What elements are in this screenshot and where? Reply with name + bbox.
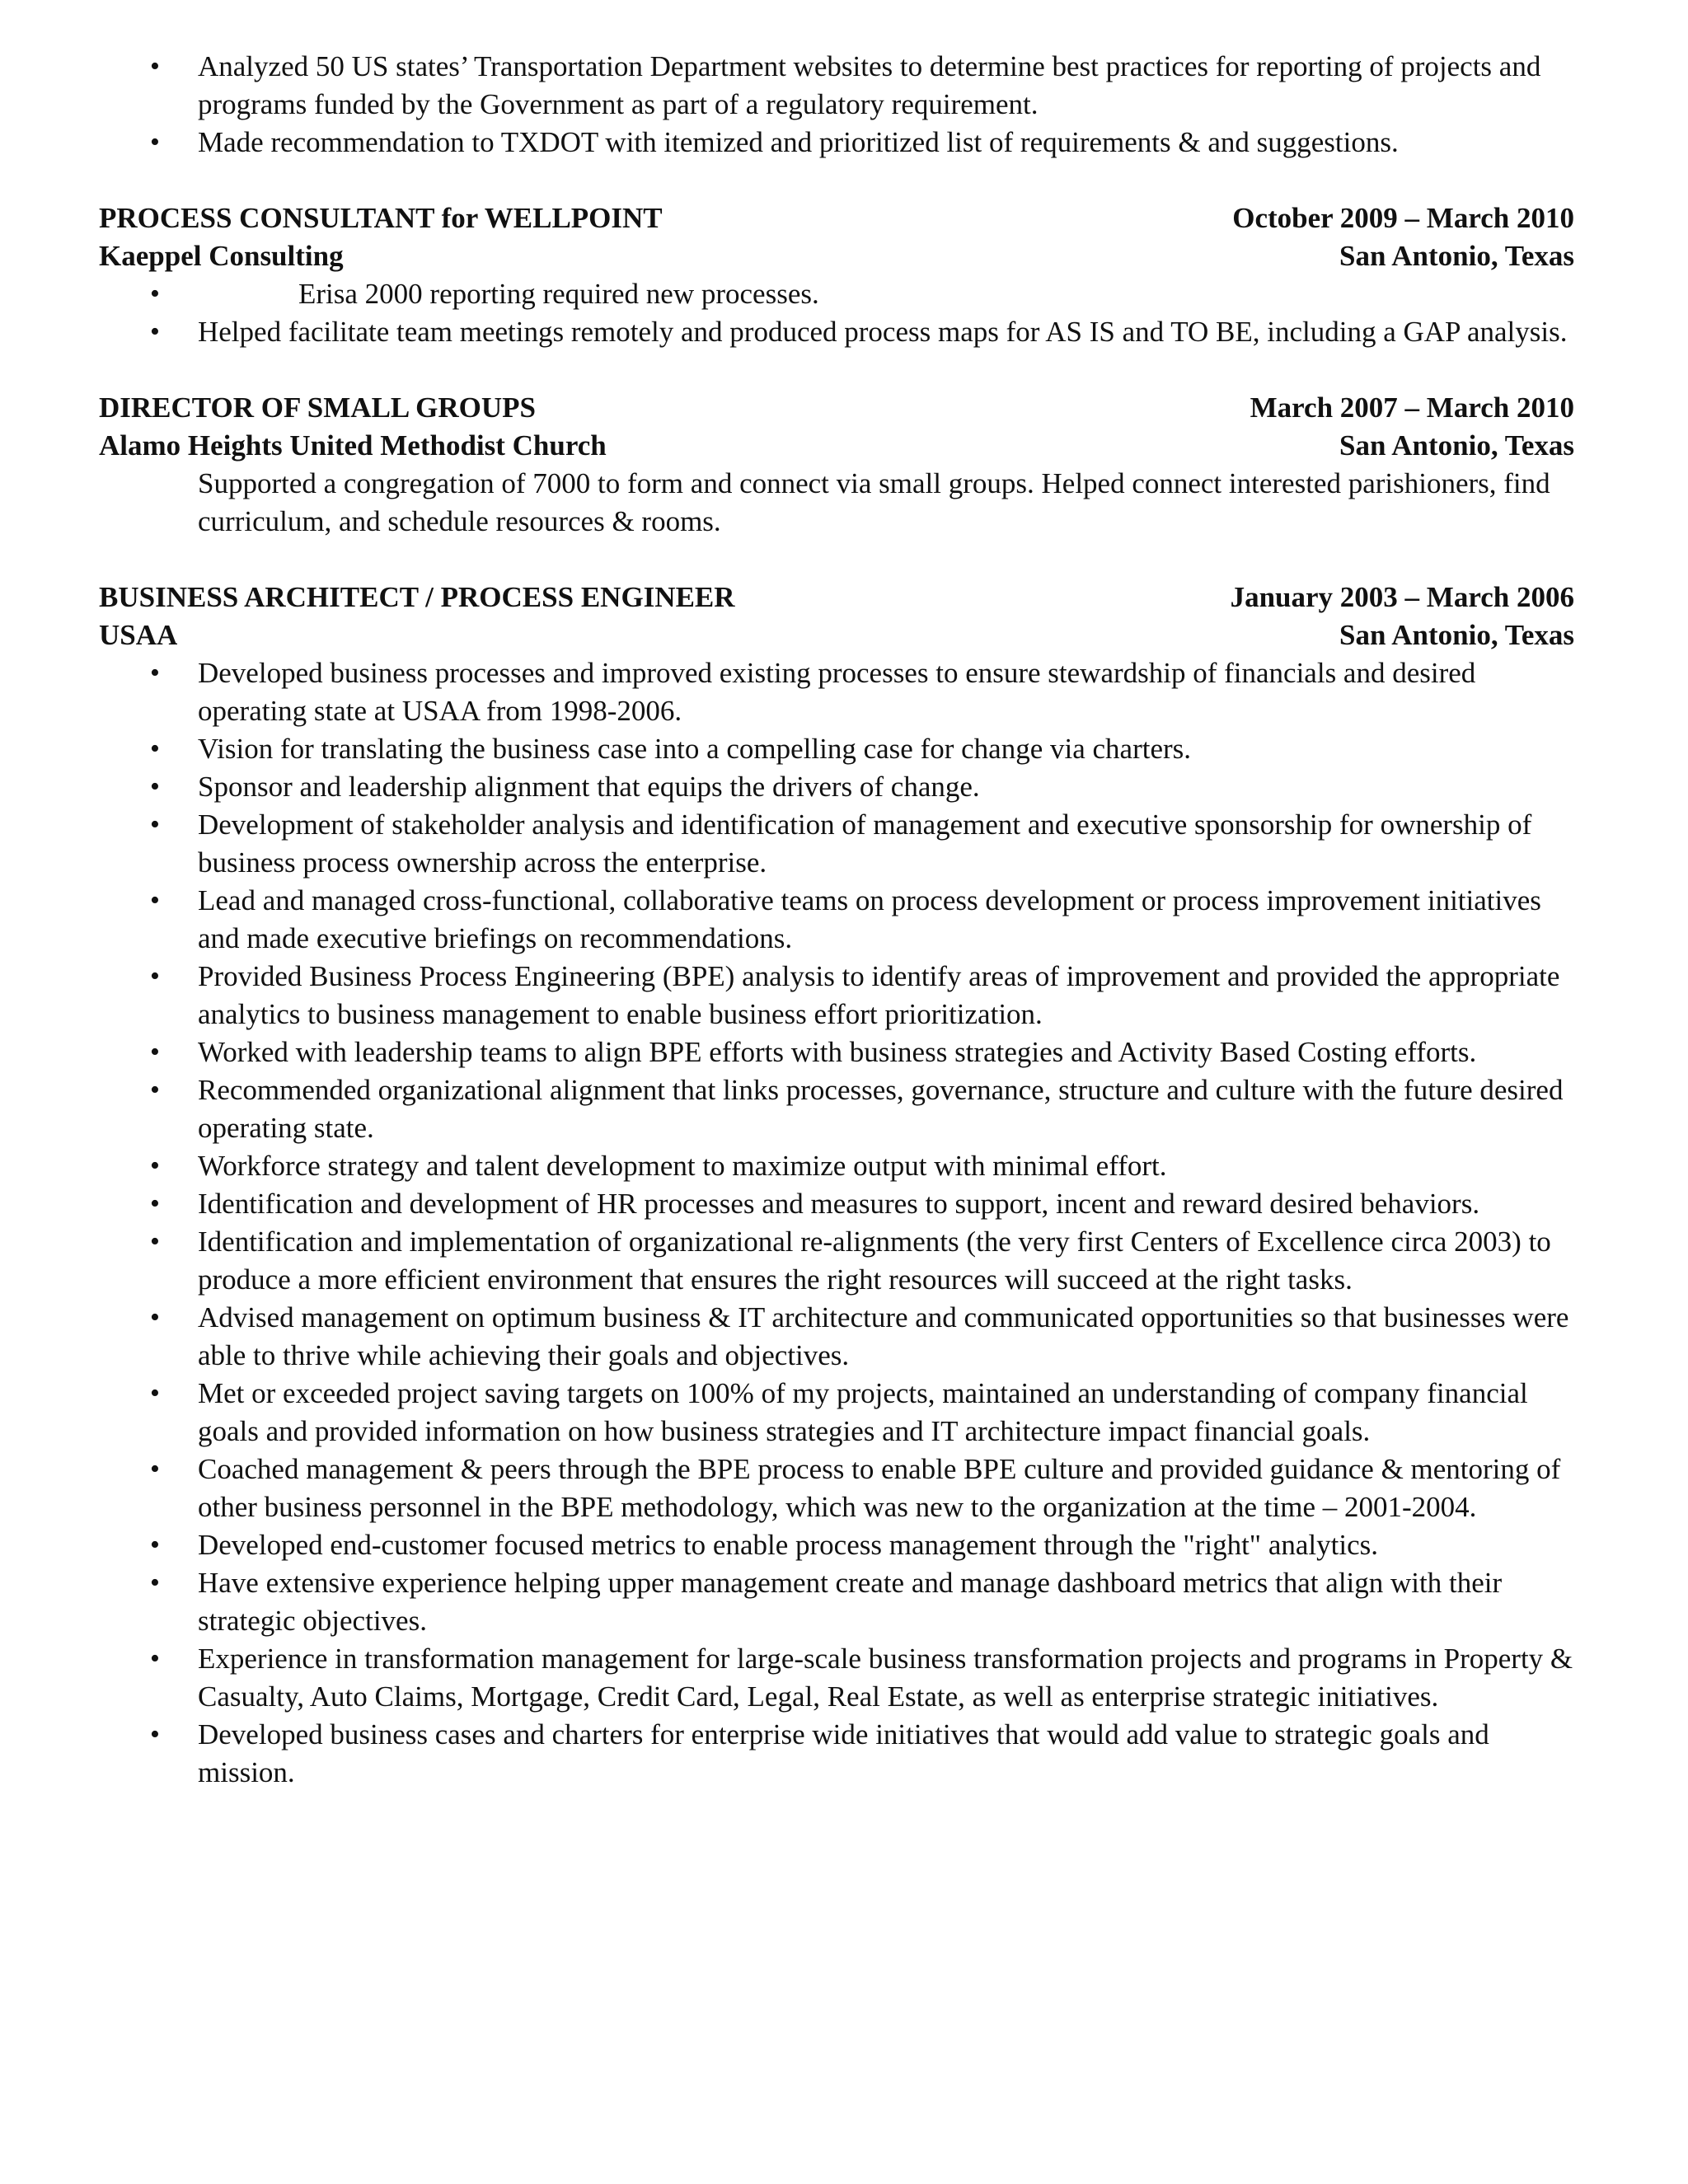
list-item: • Worked with leadership teams to align BPE efforts with business strategies and Activity Based Costing efforts. [99, 1033, 1574, 1071]
list-item: • Vision for translating the business case into a compelling case for change via charters. [99, 730, 1574, 768]
list-item: • Workforce strategy and talent development to maximize output with minimal effort. [99, 1147, 1574, 1185]
job-location: San Antonio, Texas [1339, 240, 1574, 272]
list-item: • Development of stakeholder analysis and identification of management and executive sponsorship for ownership of business process ownership across the enterprise. [99, 806, 1574, 882]
list-item: • Have extensive experience helping upper management create and manage dashboard metrics that align with their strategic objectives. [99, 1564, 1574, 1640]
job-title-row [99, 579, 1574, 616]
list-item: • Erisa 2000 reporting required new processes. [99, 275, 1574, 313]
list-item: • Coached management & peers through the BPE process to enable BPE culture and provided guidance & mentoring of other business personnel in the BPE methodology, which was new to the organization at the time – 2001-2004. [99, 1451, 1574, 1526]
job-company-row [99, 616, 1574, 654]
job-bullet-list [99, 275, 1574, 351]
job-company: Kaeppel Consulting [99, 240, 344, 272]
job-location: San Antonio, Texas [1339, 619, 1574, 651]
list-item: • Analyzed 50 US states’ Transportation Department websites to determine best practices for reporting of projects and programs funded by the Government as part of a regulatory requirement. [99, 48, 1574, 124]
list-item: • Made recommendation to TXDOT with itemized and prioritized list of requirements & and suggestions. [99, 124, 1574, 162]
list-item: • Sponsor and leadership alignment that equips the drivers of change. [99, 768, 1574, 806]
job-company-row [99, 427, 1574, 465]
job-title: BUSINESS ARCHITECT / PROCESS ENGINEER [99, 581, 735, 613]
list-item: • Recommended organizational alignment that links processes, governance, structure and culture with the future desired operating state. [99, 1071, 1574, 1147]
list-item: • Identification and development of HR processes and measures to support, incent and reward desired behaviors. [99, 1185, 1574, 1223]
list-item: • Identification and implementation of organizational re-alignments (the very first Centers of Excellence circa 2003) to produce a more efficient environment that ensures the right resources will succeed at the right tasks. [99, 1223, 1574, 1299]
job-small-groups [99, 389, 1574, 541]
list-item: • Developed end-customer focused metrics to enable process management through the "right" analytics. [99, 1526, 1574, 1564]
list-item: • Experience in transformation management for large-scale business transformation projects and programs in Property & Casualty, Auto Claims, Mortgage, Credit Card, Legal, Real Estate, as well as enterprise strategic initiatives. [99, 1640, 1574, 1716]
job-dates: January 2003 – March 2006 [1230, 581, 1574, 613]
resume-page [99, 48, 1574, 1830]
intro-section [99, 48, 1574, 162]
list-item: • Provided Business Process Engineering (BPE) analysis to identify areas of improvement and provided the appropriate analytics to business management to enable business effort prioritization. [99, 958, 1574, 1033]
job-dates: October 2009 – March 2010 [1232, 202, 1574, 234]
job-usaa [99, 579, 1574, 1792]
job-company-row [99, 237, 1574, 275]
job-title: PROCESS CONSULTANT for WELLPOINT [99, 202, 663, 234]
job-title-row [99, 389, 1574, 427]
job-bullet-list [99, 654, 1574, 1792]
job-dates: March 2007 – March 2010 [1250, 391, 1574, 424]
job-location: San Antonio, Texas [1339, 429, 1574, 462]
list-item: • Developed business cases and charters for enterprise wide initiatives that would add value to strategic goals and mission. [99, 1716, 1574, 1792]
job-company: USAA [99, 619, 178, 651]
list-item: • Advised management on optimum business & IT architecture and communicated opportunities so that businesses were able to thrive while achieving their goals and objectives. [99, 1299, 1574, 1375]
job-title: DIRECTOR OF SMALL GROUPS [99, 391, 536, 424]
job-description: Supported a congregation of 7000 to form and connect via small groups. Helped connect interested parishioners, find curriculum, and schedule resources & rooms. [198, 467, 1550, 537]
job-wellpoint [99, 199, 1574, 351]
list-item: • Developed business processes and improved existing processes to ensure stewardship of financials and desired operating state at USAA from 1998-2006. [99, 654, 1574, 730]
list-item: • Met or exceeded project saving targets on 100% of my projects, maintained an understanding of company financial goals and provided information on how business strategies and IT architecture impact financial goals. [99, 1375, 1574, 1451]
job-company: Alamo Heights United Methodist Church [99, 429, 607, 462]
job-title-row [99, 199, 1574, 237]
list-item: • Helped facilitate team meetings remotely and produced process maps for AS IS and TO BE, including a GAP analysis. [99, 313, 1574, 351]
list-item: • Lead and managed cross-functional, collaborative teams on process development or process improvement initiatives and made executive briefings on recommendations. [99, 882, 1574, 958]
intro-bullet-list [99, 48, 1574, 162]
